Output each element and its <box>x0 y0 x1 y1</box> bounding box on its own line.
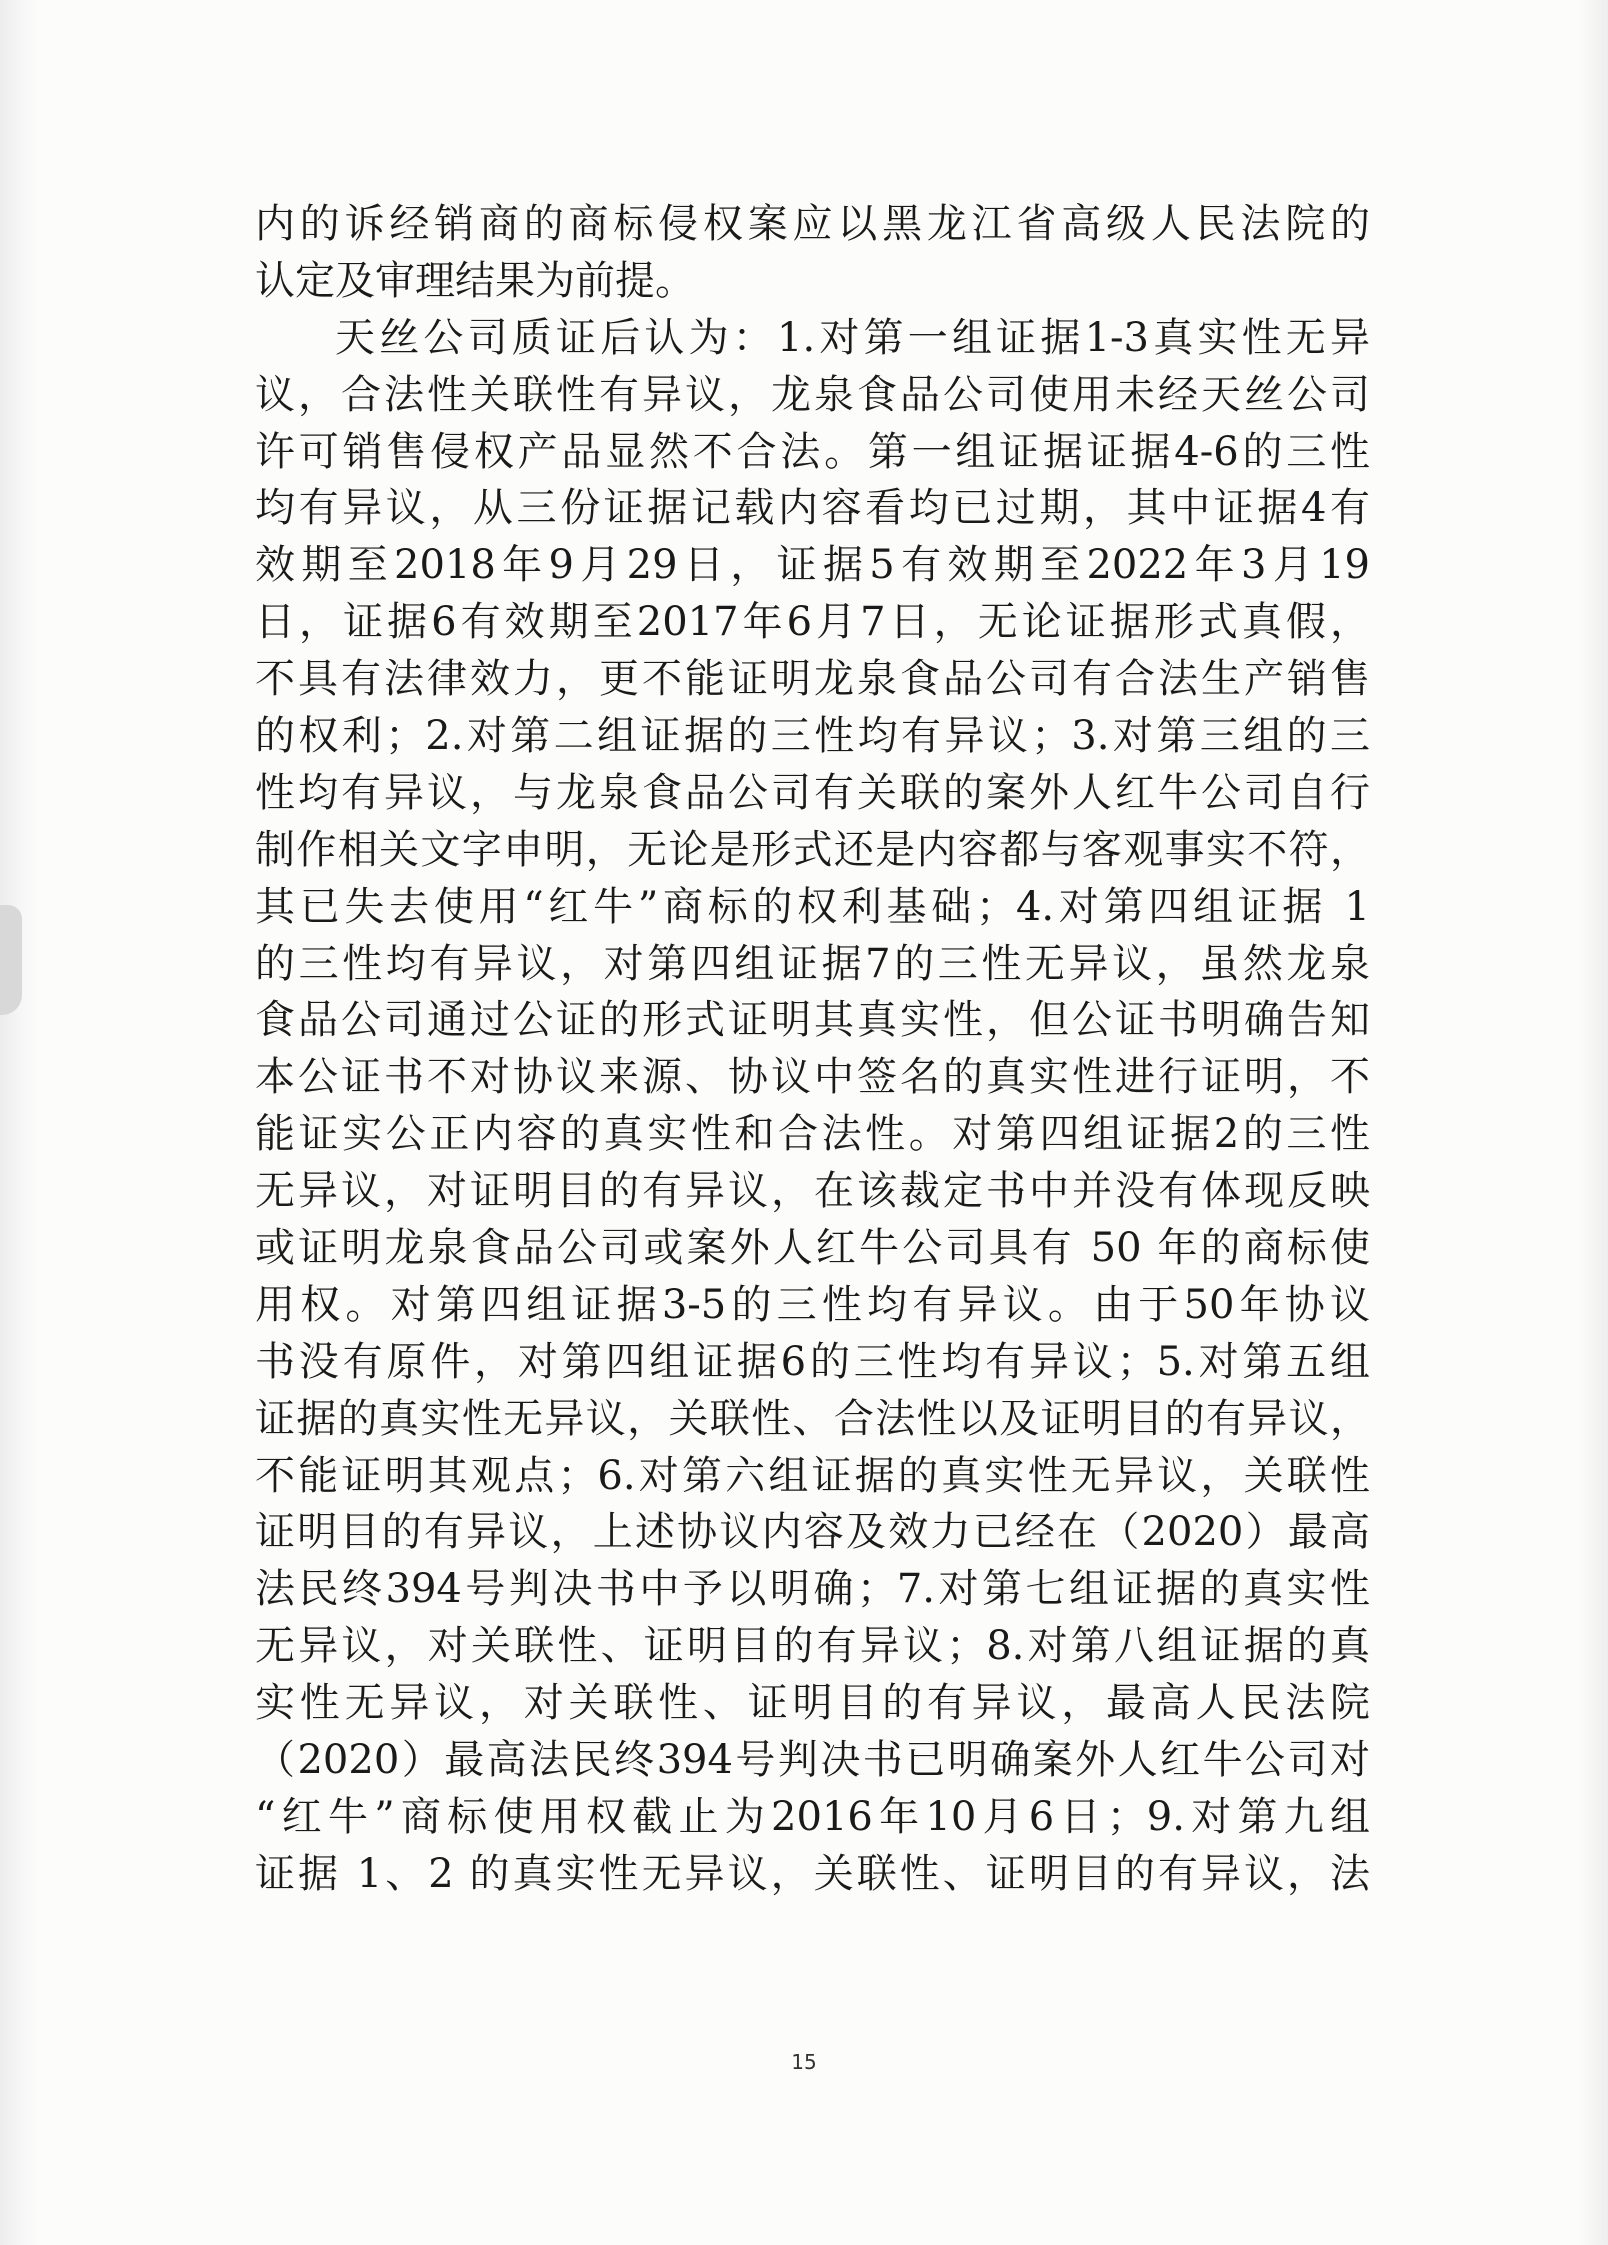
text-line: 无异议，对关联性、证明目的有异议；8.对第八组证据的真 <box>255 1623 1370 1670</box>
text-line: 的权利；2.对第二组证据的三性均有异议；3.对第三组的三 <box>255 713 1370 760</box>
scan-tear-mark <box>0 905 22 1015</box>
text-line: 能证实公正内容的真实性和合法性。对第四组证据2的三性 <box>255 1111 1370 1158</box>
text-line: 其已失去使用“红牛”商标的权利基础；4.对第四组证据 1 <box>255 883 1370 930</box>
text-line: 实性无异议，对关联性、证明目的有异议，最高人民法院 <box>255 1680 1370 1727</box>
text-line: 证明目的有异议，上述协议内容及效力已经在（2020）最高 <box>255 1509 1370 1556</box>
text-line: 法民终394号判决书中予以明确；7.对第七组证据的真实性 <box>255 1566 1370 1613</box>
text-line: 食品公司通过公证的形式证明其真实性，但公证书明确告知 <box>255 997 1370 1044</box>
text-line: （2020）最高法民终394号判决书已明确案外人红牛公司对 <box>255 1737 1370 1784</box>
text-line: 证据的真实性无异议，关联性、合法性以及证明目的有异议， <box>255 1395 1370 1442</box>
text-line: 议，合法性关联性有异议，龙泉食品公司使用未经天丝公司 <box>255 371 1370 418</box>
scan-shadow-right <box>1578 0 1608 2245</box>
text-line: 许可销售侵权产品显然不合法。第一组证据证据4-6的三性 <box>255 428 1370 475</box>
text-line: 证据 1、2 的真实性无异议，关联性、证明目的有异议，法 <box>255 1850 1370 1897</box>
text-line: 本公证书不对协议来源、协议中签名的真实性进行证明，不 <box>255 1054 1370 1101</box>
page-number: 15 <box>791 2050 817 2074</box>
text-line: 书没有原件，对第四组证据6的三性均有异议；5.对第五组 <box>255 1338 1370 1385</box>
scan-shadow-left <box>0 0 40 2245</box>
text-line: 均有异议，从三份证据记载内容看均已过期，其中证据4有 <box>255 485 1370 532</box>
text-line: 天丝公司质证后认为：1.对第一组证据1-3真实性无异 <box>335 314 1370 361</box>
text-line: 无异议，对证明目的有异议，在该裁定书中并没有体现反映 <box>255 1168 1370 1215</box>
text-line: 内的诉经销商的商标侵权案应以黑龙江省高级人民法院的 <box>255 201 1370 247</box>
text-line: 或证明龙泉食品公司或案外人红牛公司具有 50 年的商标使 <box>255 1225 1370 1272</box>
text-line: 的三性均有异议，对第四组证据7的三性无异议，虽然龙泉 <box>255 940 1370 987</box>
text-line: 不能证明其观点；6.对第六组证据的真实性无异议，关联性 <box>255 1452 1370 1499</box>
text-line: 性均有异议，与龙泉食品公司有关联的案外人红牛公司自行 <box>255 769 1370 816</box>
body-text <box>255 196 1370 1903</box>
text-line: “红牛”商标使用权截止为2016年10月6日；9.对第九组 <box>255 1793 1370 1840</box>
text-line: 不具有法律效力，更不能证明龙泉食品公司有合法生产销售 <box>255 656 1370 703</box>
text-line: 效期至2018年9月29日，证据5有效期至2022年3月19 <box>255 542 1370 589</box>
text-line: 制作相关文字申明，无论是形式还是内容都与客观事实不符， <box>255 826 1370 873</box>
text-line: 日，证据6有效期至2017年6月7日，无论证据形式真假， <box>255 599 1370 646</box>
text-line: 认定及审理结果为前提。 <box>255 257 695 304</box>
text-line: 用权。对第四组证据3-5的三性均有异议。由于50年协议 <box>255 1281 1370 1328</box>
